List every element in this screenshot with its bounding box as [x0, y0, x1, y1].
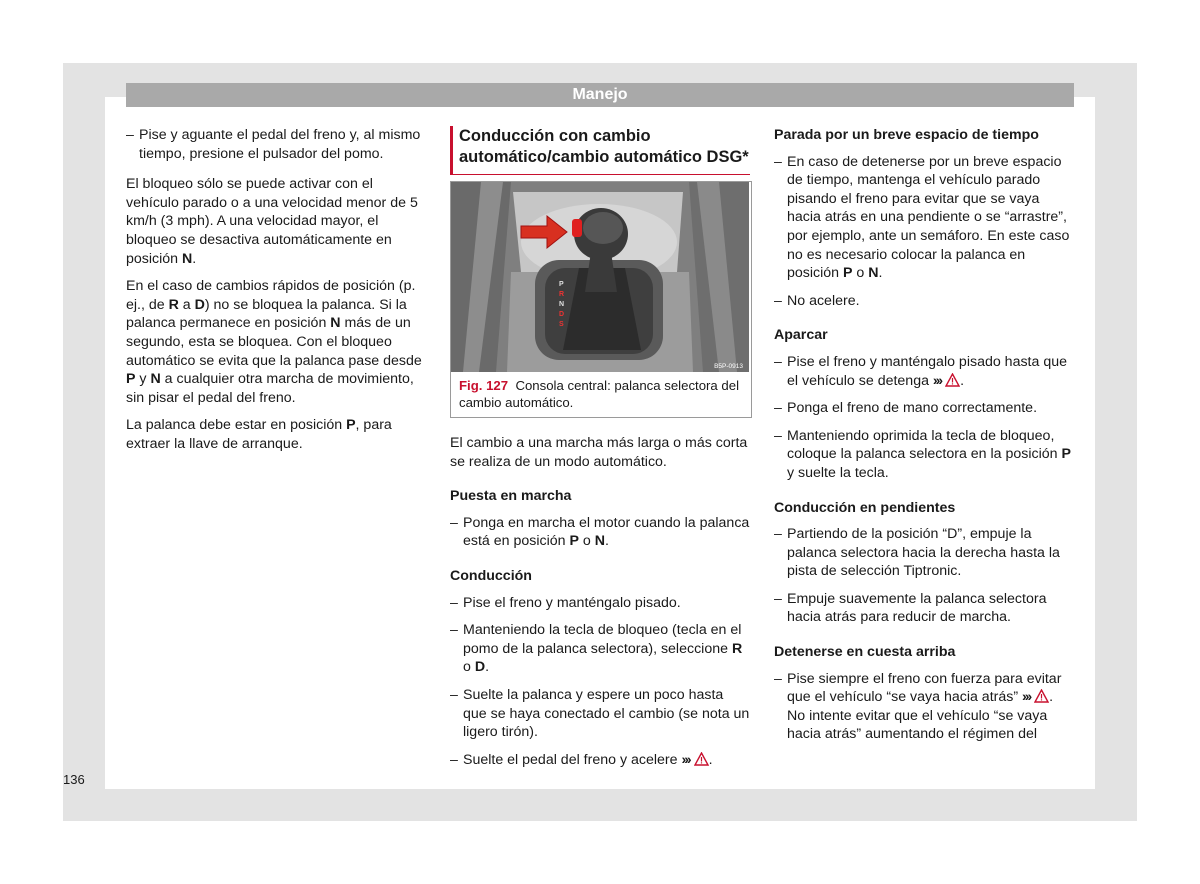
figure-caption-text: Consola central: palanca selectora del cambio automático.	[459, 378, 740, 410]
image-code: B5P-0913	[714, 363, 743, 370]
dash-bullet: –	[126, 127, 134, 143]
text: .	[485, 659, 490, 676]
gear-letter: N	[330, 315, 341, 332]
gear-letter: P	[1061, 446, 1071, 463]
text: Ponga el freno de mano correctamente.	[787, 400, 1038, 417]
text: a cualquier otra marcha de movimiento, sin pisar el pedal del freno.	[126, 371, 414, 406]
middle-column	[450, 126, 750, 778]
text: .	[878, 265, 883, 282]
text: Pise el freno y manténgalo pisado.	[463, 594, 681, 611]
page-number: 136	[63, 772, 85, 787]
text: No acelere.	[787, 292, 860, 309]
subheading: Detenerse en cuesta arriba	[774, 644, 956, 661]
subheading: Puesta en marcha	[450, 488, 572, 505]
paragraph: El cambio a una marcha más larga o más corta se realiza de un modo automático.	[450, 435, 748, 470]
subheading: Conducción	[450, 567, 532, 584]
dash-bullet: –	[774, 670, 782, 687]
text: Pise siempre el freno con fuerza para evitar que el vehículo “se vaya hacia atrás”	[787, 670, 1062, 706]
gear-label-p: P	[559, 281, 564, 288]
dash-bullet: –	[450, 622, 458, 639]
figure-number: Fig. 127	[459, 378, 509, 393]
dash-bullet: –	[450, 751, 458, 768]
gear-letter: P	[126, 371, 136, 388]
gear-letter: D	[194, 296, 205, 313]
gear-letter: D	[474, 659, 486, 676]
gear-label-d: D	[559, 311, 565, 318]
gear-label-n: N	[559, 301, 565, 308]
subheading: Aparcar	[774, 327, 828, 344]
list-item	[774, 292, 1074, 311]
dash-bullet: –	[774, 427, 782, 444]
text: .	[960, 372, 965, 389]
running-header	[126, 83, 1074, 107]
list-item	[450, 751, 750, 770]
gear-selector-photo	[451, 182, 749, 372]
dash-bullet: –	[774, 590, 782, 607]
paragraph	[126, 416, 424, 453]
list-item	[450, 621, 750, 677]
text: Partiendo de la posición “D”, empuje la palanca selectora hacia la derecha hasta la pista de selección Tiptronic.	[787, 526, 1060, 580]
text: o	[578, 533, 595, 550]
left-column	[126, 126, 424, 463]
gear-label-r: R	[559, 291, 565, 298]
paragraph	[126, 175, 424, 268]
text: En el caso de cambios rápidos de posición (p. ej., de	[126, 278, 416, 313]
list-item	[774, 427, 1074, 483]
gear-letter: N	[150, 371, 161, 388]
list-item	[126, 126, 424, 163]
gear-label-s: S	[559, 321, 564, 328]
warning-triangle-icon[interactable]	[945, 373, 960, 387]
dash-bullet: –	[774, 153, 782, 170]
text: a	[178, 296, 195, 313]
text: más de un segundo, esta se bloquea. Con el bloqueo automático se evita que la palanca pase desde	[126, 315, 422, 369]
dash-bullet: –	[774, 526, 782, 543]
list-item	[774, 399, 1074, 418]
dash-bullet: –	[450, 594, 458, 611]
list-item	[774, 590, 1074, 627]
list-item	[774, 353, 1074, 390]
text: y suelte la tecla.	[787, 464, 889, 481]
section-rule	[450, 174, 750, 175]
gear-letter: P	[843, 265, 853, 282]
gear-letter: N	[594, 533, 605, 550]
text: Ponga en marcha el motor cuando la palanca está en posición	[463, 514, 750, 550]
text: En caso de detenerse por un breve espacio de tiempo, mantenga el vehículo parado pisando el freno para evitar que se vaya hacia atrás en una pendiente o se “arrastre”, por ejemplo, ante un semáforo. En este caso no es necesario colocar la palanca en posición	[787, 153, 1070, 282]
text: y	[135, 371, 151, 388]
text: El bloqueo sólo se puede activar con el vehículo parado o a una velocidad menor de 5 km/h (3 mph). A una velocidad mayor, el bloqueo se desactiva automáticamente en posición	[126, 176, 418, 267]
dash-bullet: –	[774, 400, 782, 417]
text: o	[463, 659, 475, 676]
gear-letter: N	[182, 250, 193, 267]
text: La palanca debe estar en posición	[126, 417, 347, 434]
list-item	[774, 670, 1074, 744]
gear-letter: N	[868, 265, 879, 282]
text: o	[852, 265, 869, 282]
text: Suelte la palanca y espere un poco hasta que se haya conectado el cambio (se nota un ligero tirón).	[463, 686, 750, 741]
cross-reference-chevrons[interactable]: ›››	[1022, 689, 1031, 706]
text: Pise el freno y manténgalo pisado hasta que el vehículo se detenga	[787, 353, 1067, 389]
list-item	[774, 525, 1074, 581]
gear-letter: R	[168, 296, 179, 313]
paragraph	[126, 277, 424, 407]
figure	[450, 181, 752, 418]
gear-letter: P	[346, 417, 356, 434]
warning-triangle-icon[interactable]	[694, 752, 709, 766]
text: Manteniendo la tecla de bloqueo (tecla en el pomo de la palanca selectora), seleccione	[463, 622, 742, 657]
text: , para extraer la llave de arranque.	[126, 417, 392, 452]
text: ) no se bloquea la palanca. Si la palanca permanece en posición	[126, 296, 407, 332]
list-item	[450, 514, 750, 551]
gear-letter: R	[731, 640, 743, 657]
cross-reference-chevrons[interactable]: ›››	[681, 751, 690, 768]
right-column	[774, 126, 1074, 753]
text: .	[708, 751, 713, 768]
list-item	[450, 594, 750, 613]
list-item-text: Pise y aguante el pedal del freno y, al mismo tiempo, presione el pulsador del pomo.	[139, 127, 421, 162]
cross-reference-chevrons[interactable]: ›››	[932, 372, 942, 389]
dash-bullet: –	[450, 514, 458, 531]
dash-bullet: –	[774, 353, 782, 370]
text: . No intente evitar que el vehículo “se vaya hacia atrás” aumentando el régimen del	[787, 689, 1054, 743]
dash-bullet: –	[774, 292, 782, 309]
dash-bullet: –	[450, 686, 458, 703]
text: Empuje suavemente la palanca selectora hacia atrás para reducir de marcha.	[787, 590, 1047, 626]
gear-letter: P	[569, 533, 579, 550]
section-title: Conducción con cambio automático/cambio automático DSG*	[450, 126, 750, 174]
figure-caption	[451, 372, 751, 417]
subheading: Conducción en pendientes	[774, 499, 956, 516]
running-header-title: Manejo	[572, 86, 628, 103]
text: .	[192, 250, 197, 267]
text: Suelte el pedal del freno y acelere	[463, 751, 682, 768]
subheading: Parada por un breve espacio de tiempo	[774, 127, 1039, 143]
text: .	[604, 533, 609, 550]
text: Manteniendo oprimida la tecla de bloqueo, coloque la palanca selectora en la posición	[787, 427, 1062, 463]
warning-triangle-icon[interactable]	[1034, 689, 1049, 703]
list-item	[774, 153, 1074, 283]
list-item	[450, 686, 750, 742]
